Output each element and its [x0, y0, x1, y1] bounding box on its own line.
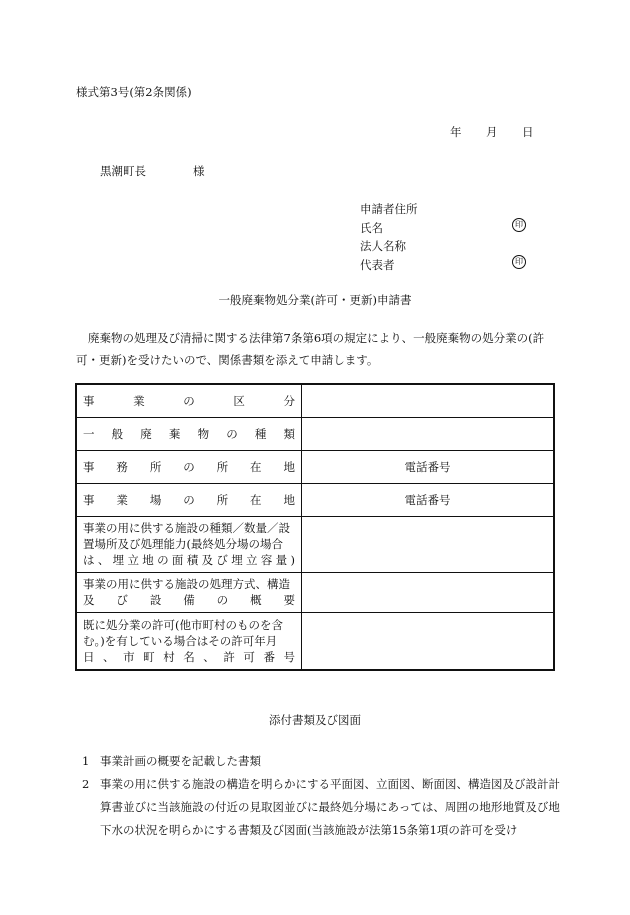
row-label-char: の: [183, 393, 195, 408]
applicant-name-label: 氏名: [360, 220, 383, 235]
attachments-title: 添付書類及び図面: [269, 713, 361, 727]
applicant-rep-label: 代表者: [360, 257, 395, 272]
list-number: 2: [82, 777, 90, 791]
row-label: [76, 612, 302, 670]
body-text: 廃棄物の処理及び清掃に関する法律第7条第6項の規定により、一般廃棄物の処分業の(許可・更新)を受けたいので、関係書類を添えて申請します。: [76, 331, 545, 367]
application-table: [75, 383, 555, 671]
date-day: 日: [522, 125, 534, 139]
row-label-char: 区: [233, 393, 245, 408]
row-label-char: 業: [133, 393, 145, 408]
row-label-char: の: [183, 459, 195, 474]
table-row: [76, 516, 554, 572]
row-label-char: 所: [149, 459, 162, 474]
row-label: [76, 572, 302, 612]
row-label-char: の: [226, 426, 238, 441]
row-label-char: 場: [149, 492, 162, 507]
row-label-char: 業: [116, 492, 128, 507]
row-label-char: 地: [283, 459, 295, 474]
form-number: 様式第3号(第2条関係): [76, 85, 192, 99]
list-number: 1: [82, 754, 90, 768]
attachments-list: [82, 750, 562, 842]
phone-label: 電話番号: [302, 483, 555, 516]
applicant-corp-label: 法人名称: [360, 239, 406, 253]
row-label-char: 般: [111, 426, 124, 441]
row-value[interactable]: [302, 516, 555, 572]
row-label-char: 在: [250, 492, 262, 507]
table-row: [76, 483, 554, 516]
table-row: [76, 450, 554, 483]
row-label-line: 及び設備の概要: [83, 593, 295, 607]
row-label-line: 置場所及び処理能力(最終処分場の場合: [83, 537, 283, 551]
row-label-char: 一: [83, 426, 95, 441]
row-label-char: の: [183, 492, 195, 507]
row-label-char: 種: [254, 426, 267, 441]
row-label-char: 在: [250, 459, 262, 474]
seal-mark: 印: [512, 255, 526, 269]
phone-label: 電話番号: [302, 450, 555, 483]
row-value[interactable]: [302, 572, 555, 612]
row-label-char: 棄: [168, 426, 181, 441]
row-label-char: 地: [283, 492, 295, 507]
table-row: [76, 417, 554, 450]
applicant-address-label: 申請者住所: [360, 202, 418, 216]
list-item: [82, 750, 562, 773]
row-value[interactable]: [302, 417, 555, 450]
table-row: [76, 572, 554, 612]
row-label-char: 所: [216, 459, 229, 474]
row-label-char: 物: [197, 426, 210, 441]
row-label: [76, 384, 302, 417]
row-label-char: 事: [83, 459, 95, 474]
row-label-char: 分: [283, 393, 295, 408]
row-label-line: む。)を有している場合はその許可年月: [83, 633, 278, 648]
document-title: 一般廃棄物処分業(許可・更新)申請書: [218, 293, 412, 307]
applicant-block: [360, 200, 418, 274]
row-label: [76, 483, 302, 516]
row-label-line: 既に処分業の許可(他市町村のものを含: [83, 617, 283, 632]
row-value[interactable]: [302, 384, 555, 417]
date-year: 年: [450, 125, 462, 139]
list-text: 事業の用に供する施設の構造を明らかにする平面図、立面図、断面図、構造図及び設計計算書並びに当該施設の付近の見取図並びに最終処分場にあっては、周囲の地形地質及び地下水の状況を明らかにする書類及び図面(当該施設が法第15条第1項の許可を受け: [100, 777, 560, 837]
table-row: [76, 612, 554, 670]
row-label: [76, 516, 302, 572]
list-item: [82, 773, 562, 842]
date-month: 月: [486, 125, 498, 139]
row-label-char: 事: [83, 393, 95, 408]
table-row: [76, 384, 554, 417]
row-label-char: 所: [216, 492, 229, 507]
addressee-honorific: 様: [193, 164, 205, 178]
list-text: 事業計画の概要を記載した書類: [100, 754, 261, 768]
row-value[interactable]: [302, 612, 555, 670]
row-label: [76, 417, 302, 450]
row-label-line: 事業の用に供する施設の種類／数量／設: [83, 521, 290, 535]
row-label-line: 事業の用に供する施設の処理方式、構造: [83, 577, 290, 591]
row-label: [76, 450, 302, 483]
row-label-char: 類: [283, 426, 295, 441]
addressee-name: 黒潮町長: [100, 164, 146, 178]
row-label-char: 務: [116, 459, 128, 474]
seal-mark: 印: [512, 218, 526, 232]
row-label-line: は、埋立地の面積及び埋立容量): [83, 553, 295, 567]
row-label-char: 事: [83, 492, 95, 507]
row-label-line: 日、市町村名、許可番号: [83, 649, 295, 664]
row-label-char: 廃: [140, 426, 152, 441]
